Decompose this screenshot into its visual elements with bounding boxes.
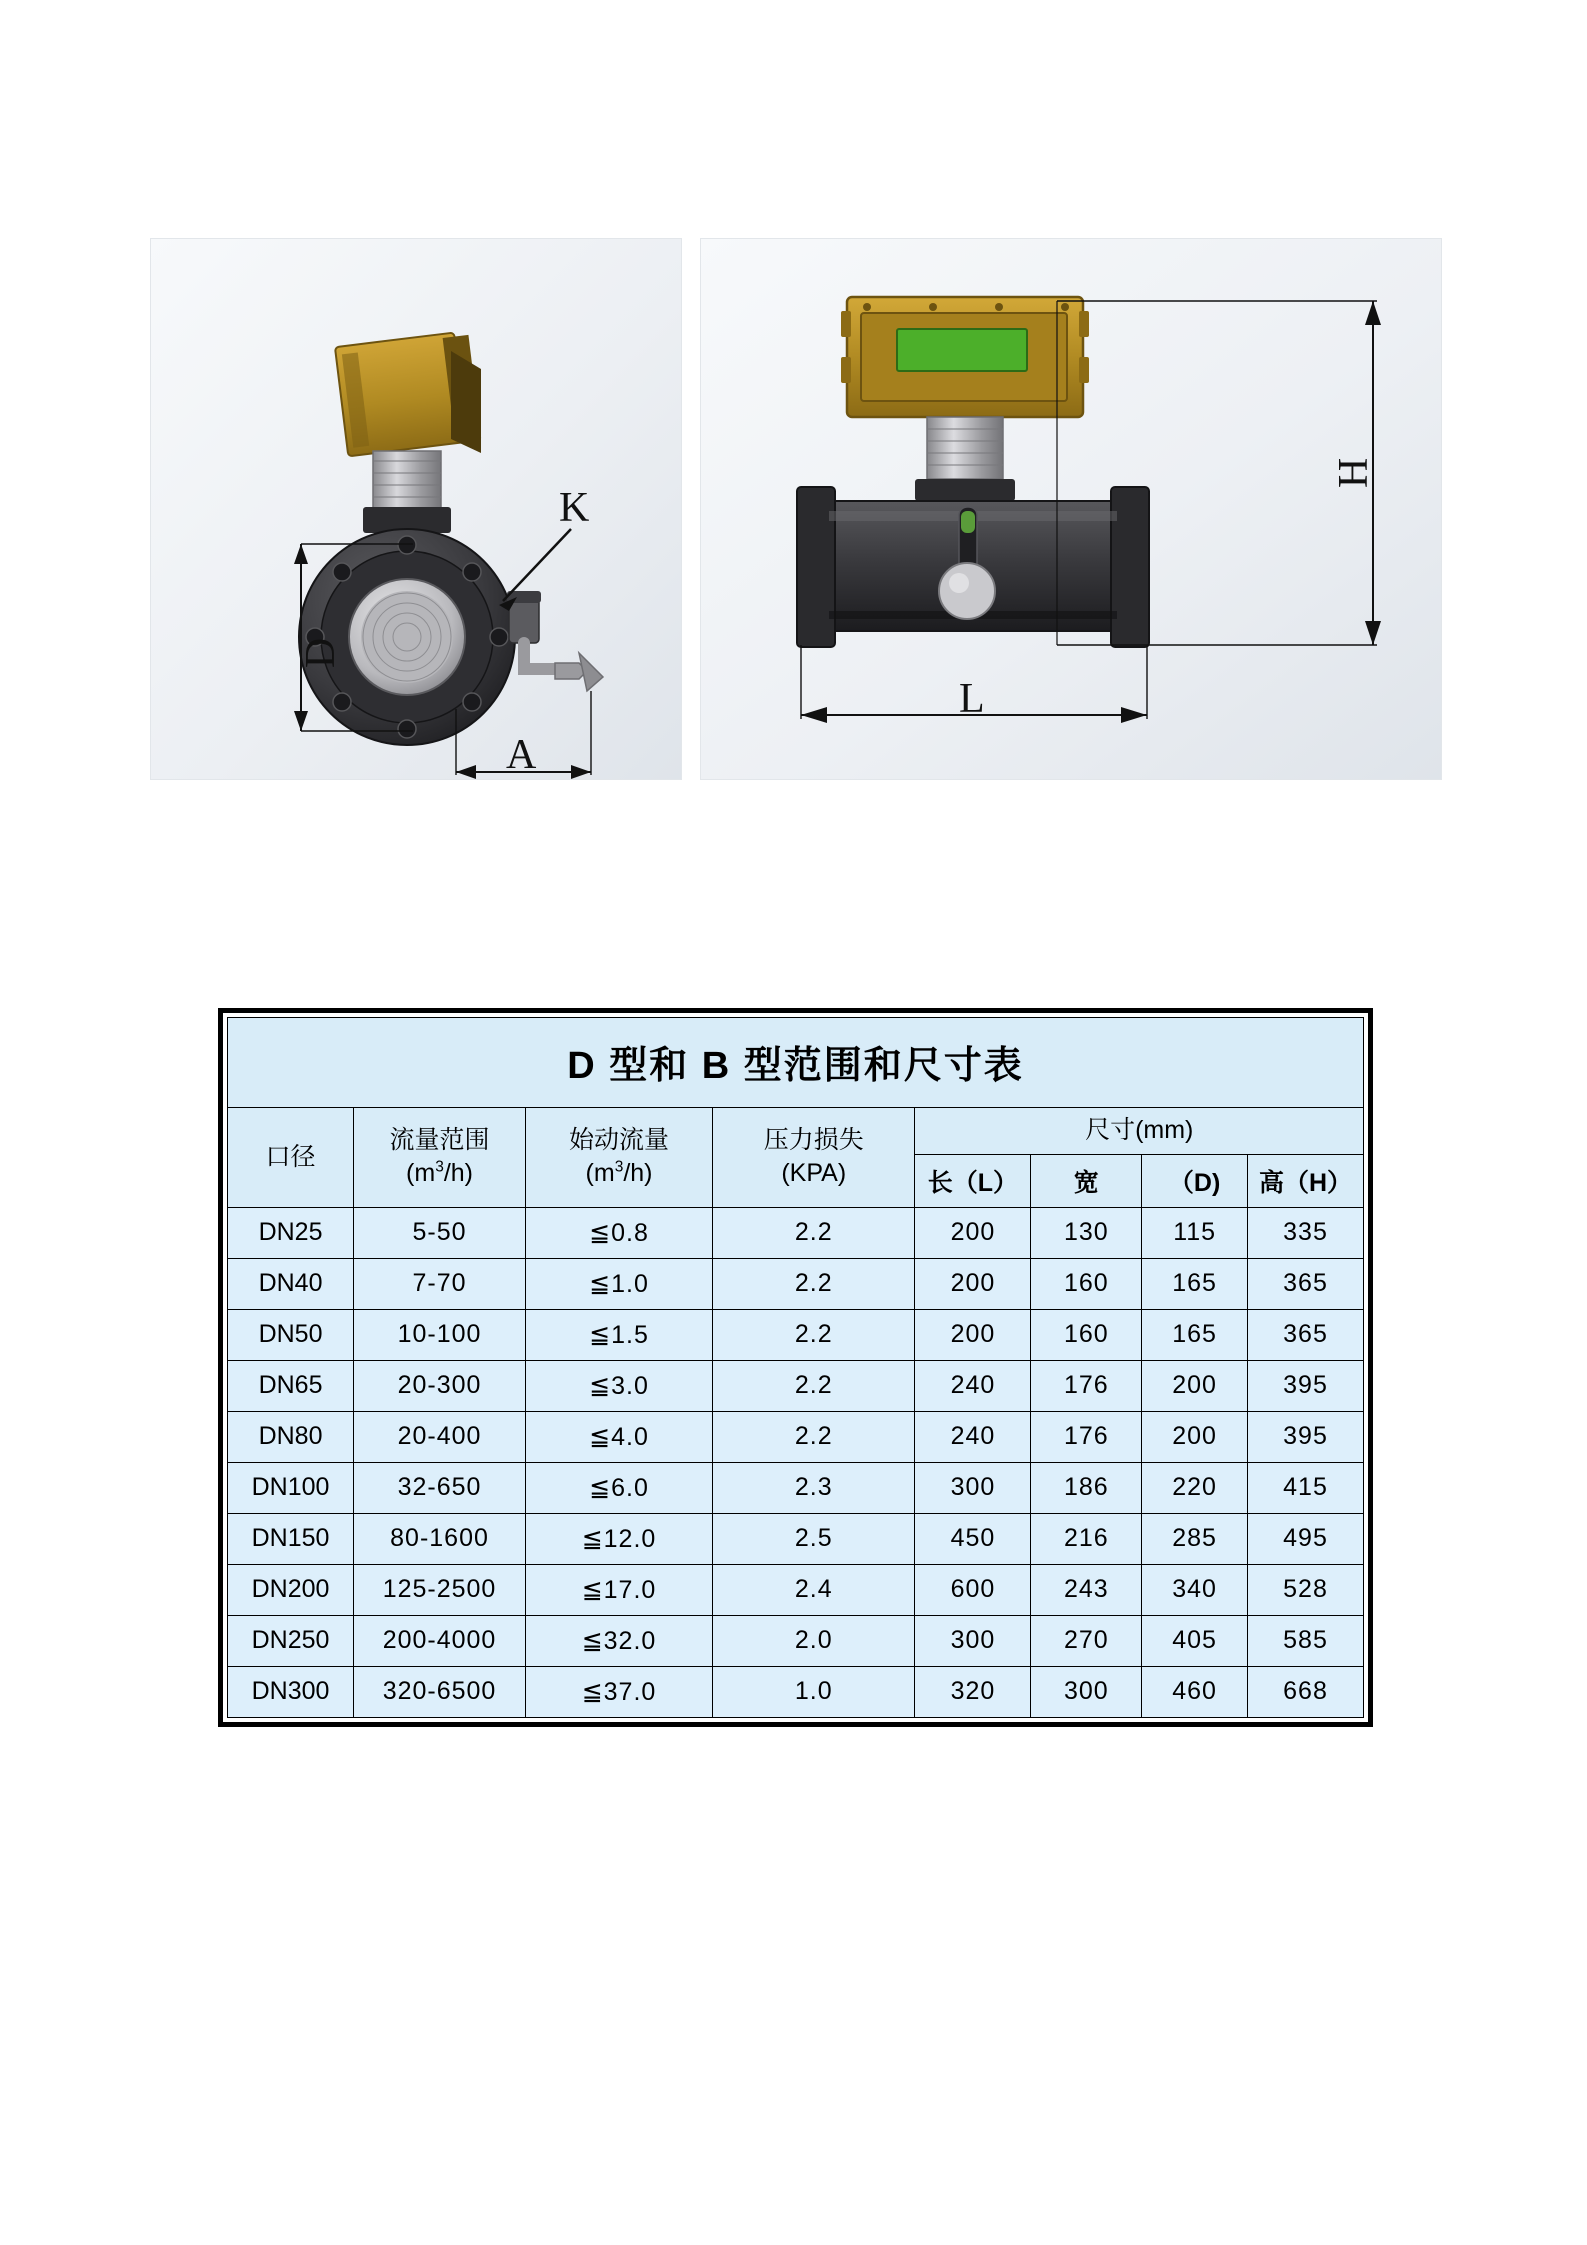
dimension-table-wrapper	[218, 1008, 1373, 1727]
cell-start-flow: ≦37.0	[525, 1666, 712, 1717]
header-pressure-loss-unit: (KPA)	[781, 1159, 847, 1188]
table-row	[228, 1615, 1364, 1666]
cell-length: 200	[915, 1258, 1031, 1309]
header-length: 长（L）	[915, 1154, 1031, 1207]
callout-label-k: K	[559, 485, 590, 531]
cell-d: 115	[1142, 1207, 1248, 1258]
dimension-label-d: D	[298, 637, 345, 669]
cell-width: 176	[1031, 1411, 1142, 1462]
cell-start-flow: ≦1.5	[525, 1309, 712, 1360]
cell-d: 200	[1142, 1360, 1248, 1411]
cell-length: 600	[915, 1564, 1031, 1615]
cell-start-flow: ≦4.0	[525, 1411, 712, 1462]
cell-pressure-loss: 2.3	[713, 1462, 915, 1513]
cell-caliber: DN80	[228, 1411, 354, 1462]
cell-pressure-loss: 2.4	[713, 1564, 915, 1615]
cell-width: 186	[1031, 1462, 1142, 1513]
cell-d: 340	[1142, 1564, 1248, 1615]
figure-side-view	[700, 238, 1442, 780]
cell-width: 216	[1031, 1513, 1142, 1564]
cell-pressure-loss: 2.2	[713, 1411, 915, 1462]
cell-length: 450	[915, 1513, 1031, 1564]
cell-d: 285	[1142, 1513, 1248, 1564]
cell-pressure-loss: 1.0	[713, 1666, 915, 1717]
cell-flow-range: 10-100	[354, 1309, 526, 1360]
table-row	[228, 1309, 1364, 1360]
table-row	[228, 1360, 1364, 1411]
cell-start-flow: ≦1.0	[525, 1258, 712, 1309]
cell-pressure-loss: 2.2	[713, 1360, 915, 1411]
table-row	[228, 1411, 1364, 1462]
cell-pressure-loss: 2.5	[713, 1513, 915, 1564]
cell-caliber: DN250	[228, 1615, 354, 1666]
header-pressure-loss	[713, 1108, 915, 1208]
dimension-table	[227, 1017, 1364, 1718]
table-row	[228, 1258, 1364, 1309]
cell-d: 200	[1142, 1411, 1248, 1462]
cell-start-flow: ≦6.0	[525, 1462, 712, 1513]
cell-d: 165	[1142, 1309, 1248, 1360]
header-flow-range	[354, 1108, 526, 1208]
cell-caliber: DN25	[228, 1207, 354, 1258]
cell-d: 220	[1142, 1462, 1248, 1513]
cell-width: 300	[1031, 1666, 1142, 1717]
cell-pressure-loss: 2.2	[713, 1309, 915, 1360]
cell-length: 300	[915, 1462, 1031, 1513]
header-pressure-loss-line1: 压力损失	[763, 1125, 864, 1154]
cell-width: 160	[1031, 1309, 1142, 1360]
header-d: （D)	[1142, 1154, 1248, 1207]
table-row	[228, 1513, 1364, 1564]
dimension-label-a: A	[506, 732, 537, 778]
figure-front-view	[150, 238, 682, 780]
header-width: 宽	[1031, 1154, 1142, 1207]
cell-length: 200	[915, 1207, 1031, 1258]
cell-width: 243	[1031, 1564, 1142, 1615]
cell-width: 270	[1031, 1615, 1142, 1666]
cell-flow-range: 320-6500	[354, 1666, 526, 1717]
cell-d: 405	[1142, 1615, 1248, 1666]
cell-start-flow: ≦0.8	[525, 1207, 712, 1258]
cell-width: 130	[1031, 1207, 1142, 1258]
cell-length: 300	[915, 1615, 1031, 1666]
header-start-flow-line1: 始动流量	[569, 1125, 670, 1154]
table-title-row	[228, 1018, 1364, 1108]
cell-width: 176	[1031, 1360, 1142, 1411]
cell-d: 165	[1142, 1258, 1248, 1309]
cell-width: 160	[1031, 1258, 1142, 1309]
cell-flow-range: 200-4000	[354, 1615, 526, 1666]
cell-flow-range: 32-650	[354, 1462, 526, 1513]
cell-start-flow: ≦12.0	[525, 1513, 712, 1564]
cell-length: 320	[915, 1666, 1031, 1717]
cell-height: 395	[1248, 1411, 1364, 1462]
cell-height: 365	[1248, 1309, 1364, 1360]
side-view-drawing	[701, 239, 1441, 779]
header-caliber: 口径	[228, 1108, 354, 1208]
cell-height: 365	[1248, 1258, 1364, 1309]
cell-height: 668	[1248, 1666, 1364, 1717]
cell-caliber: DN200	[228, 1564, 354, 1615]
cell-height: 585	[1248, 1615, 1364, 1666]
cell-length: 200	[915, 1309, 1031, 1360]
dimension-label-h: H	[1331, 457, 1378, 489]
cell-caliber: DN100	[228, 1462, 354, 1513]
header-start-flow	[525, 1108, 712, 1208]
table-row	[228, 1462, 1364, 1513]
cell-start-flow: ≦32.0	[525, 1615, 712, 1666]
cell-caliber: DN65	[228, 1360, 354, 1411]
table-row	[228, 1666, 1364, 1717]
table-header-row-1	[228, 1108, 1364, 1155]
header-dimensions-group: 尺寸(mm)	[915, 1108, 1364, 1155]
header-start-flow-unit: $(m^3/h)$	[585, 1159, 653, 1188]
cell-height: 335	[1248, 1207, 1364, 1258]
cell-flow-range: 20-400	[354, 1411, 526, 1462]
cell-pressure-loss: 2.0	[713, 1615, 915, 1666]
cell-flow-range: 7-70	[354, 1258, 526, 1309]
header-flow-range-line1: 流量范围	[389, 1125, 490, 1154]
table-row	[228, 1207, 1364, 1258]
cell-caliber: DN150	[228, 1513, 354, 1564]
cell-length: 240	[915, 1360, 1031, 1411]
header-flow-range-unit: $(m^3/h)$	[406, 1159, 473, 1188]
cell-height: 415	[1248, 1462, 1364, 1513]
cell-caliber: DN300	[228, 1666, 354, 1717]
cell-height: 495	[1248, 1513, 1364, 1564]
cell-flow-range: 20-300	[354, 1360, 526, 1411]
cell-start-flow: ≦17.0	[525, 1564, 712, 1615]
table-title: D 型和 B 型范围和尺寸表	[228, 1018, 1364, 1108]
cell-caliber: DN50	[228, 1309, 354, 1360]
cell-height: 395	[1248, 1360, 1364, 1411]
front-view-drawing	[151, 239, 681, 779]
cell-start-flow: ≦3.0	[525, 1360, 712, 1411]
cell-flow-range: 5-50	[354, 1207, 526, 1258]
cell-flow-range: 80-1600	[354, 1513, 526, 1564]
table-row	[228, 1564, 1364, 1615]
cell-d: 460	[1142, 1666, 1248, 1717]
cell-length: 240	[915, 1411, 1031, 1462]
cell-pressure-loss: 2.2	[713, 1207, 915, 1258]
cell-pressure-loss: 2.2	[713, 1258, 915, 1309]
dimension-label-l: L	[959, 676, 985, 722]
table-body	[228, 1207, 1364, 1717]
header-height: 高（H）	[1248, 1154, 1364, 1207]
cell-height: 528	[1248, 1564, 1364, 1615]
figure-area	[0, 228, 1587, 788]
cell-flow-range: 125-2500	[354, 1564, 526, 1615]
cell-caliber: DN40	[228, 1258, 354, 1309]
